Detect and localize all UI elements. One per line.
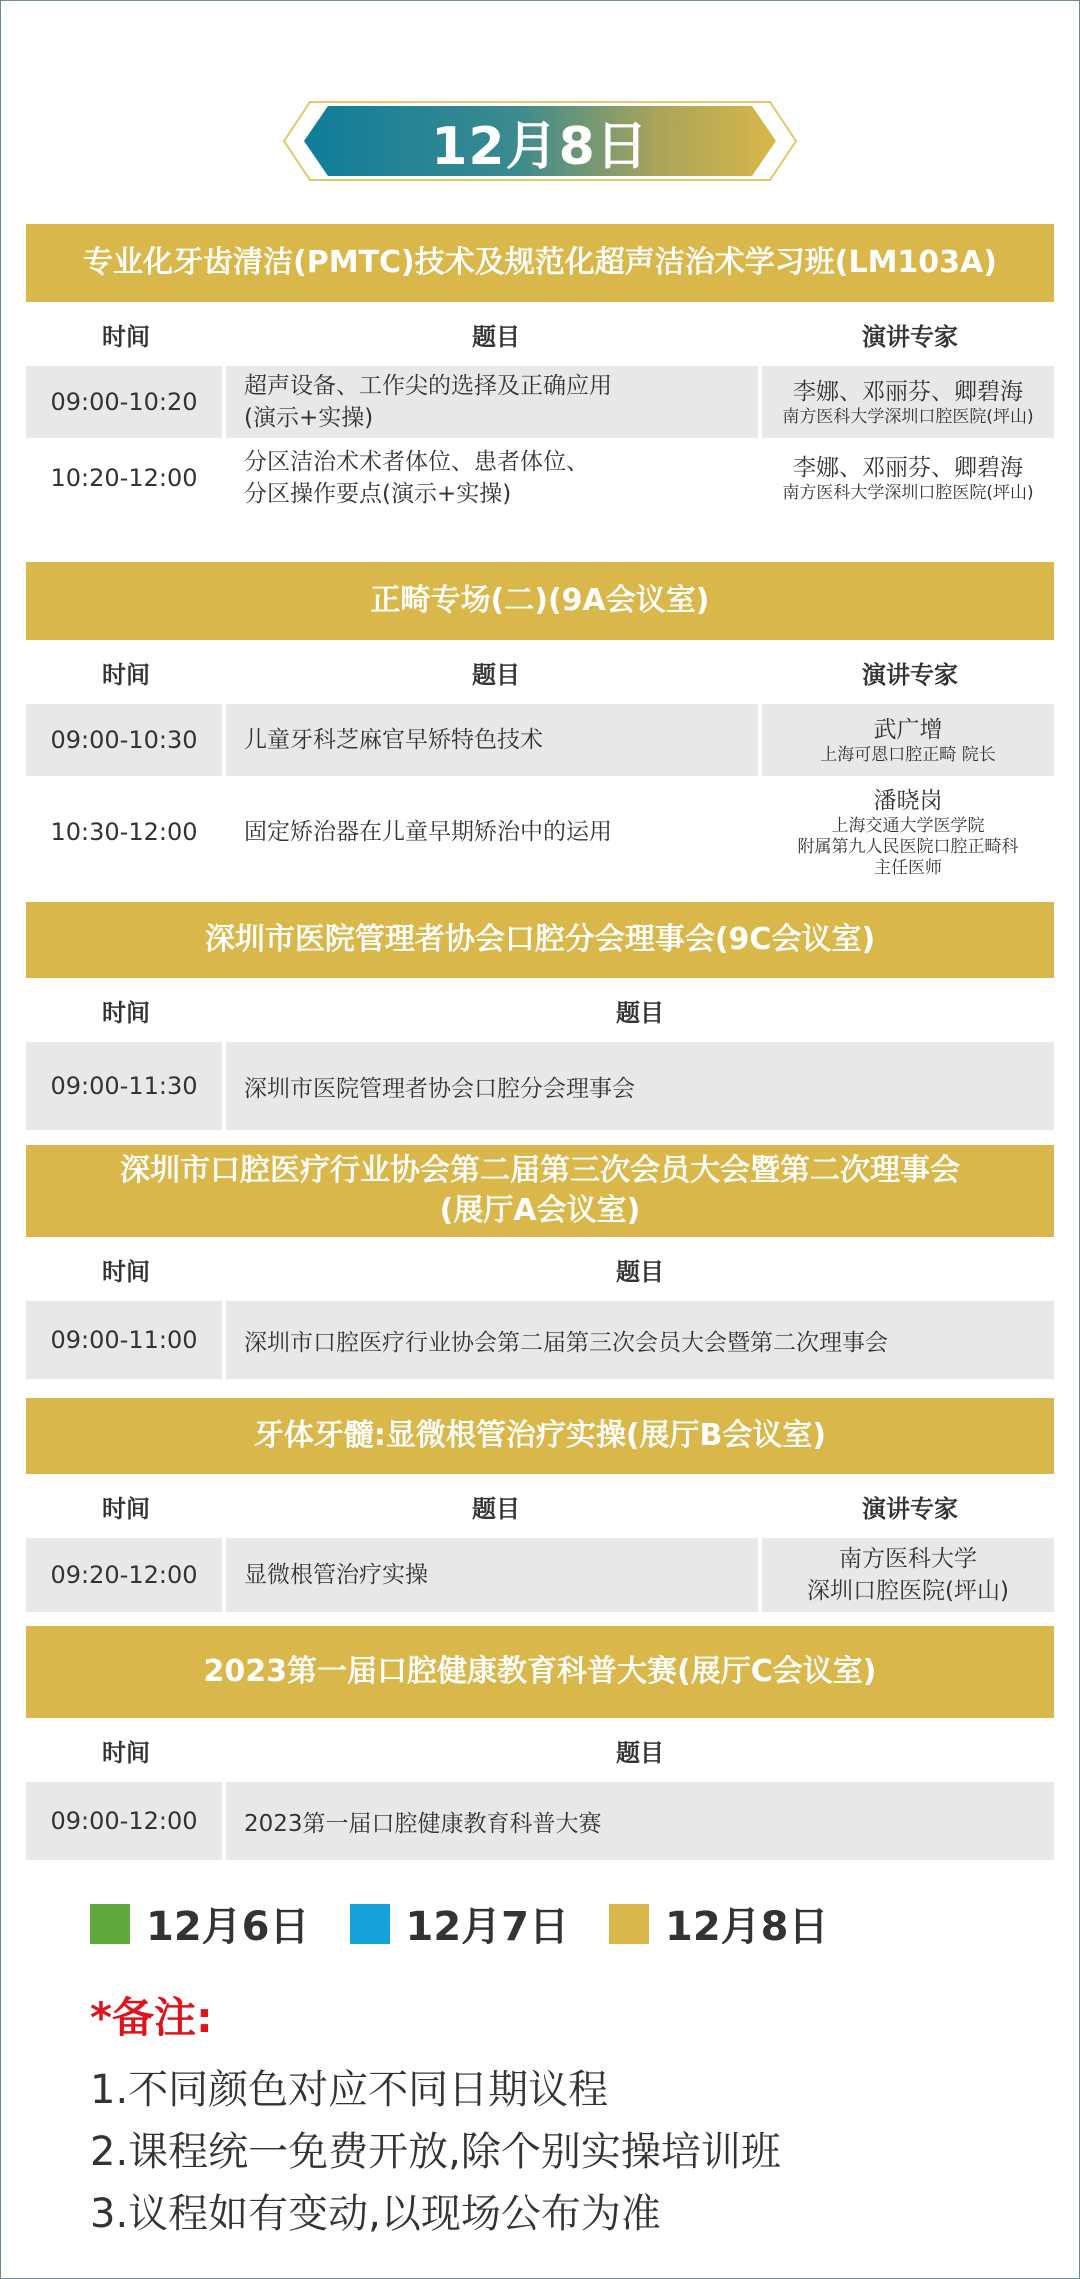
speaker-affiliation: 上海交通大学医学院 — [831, 815, 985, 836]
speaker-name: 武广增 — [873, 716, 943, 743]
header-time: 时间 — [102, 998, 150, 1027]
header-time: 时间 — [102, 1738, 150, 1767]
legend-item-dec8 — [609, 1895, 829, 1952]
row-time: 09:20-12:00 — [26, 1538, 222, 1612]
legend-label: 12月7日 — [405, 1904, 569, 1950]
notes-block — [90, 1985, 781, 2245]
section-title: 2023第一届口腔健康教育科普大赛(展厅C会议室) — [26, 1626, 1054, 1718]
notes-title: *备注: — [90, 1993, 213, 2042]
table-row — [26, 780, 1054, 884]
section-title-line: 深圳市口腔医疗行业协会第二届第三次会员大会暨第二次理事会 — [120, 1153, 960, 1188]
section-title — [26, 1145, 1054, 1237]
row-speaker — [762, 442, 1054, 514]
row-time: 09:00-10:30 — [26, 704, 222, 776]
table-header — [26, 1718, 1054, 1782]
gold-swatch — [609, 1904, 649, 1944]
note-item: 1.不同颜色对应不同日期议程 — [90, 2067, 609, 2113]
row-topic: 固定矫治器在儿童早期矫治中的运用 — [226, 780, 758, 884]
row-speaker — [762, 366, 1054, 438]
table-row — [26, 366, 1054, 438]
header-topic: 题目 — [472, 660, 520, 689]
table-header — [26, 640, 1054, 704]
topic-line: 超声设备、工作尖的选择及正确应用 — [244, 373, 612, 399]
row-speaker — [762, 780, 1054, 884]
header-topic: 题目 — [472, 322, 520, 351]
row-time: 10:20-12:00 — [26, 442, 222, 514]
table-row — [26, 1782, 1054, 1860]
table-row — [26, 1301, 1054, 1379]
date-banner — [282, 96, 798, 186]
section-endodontics — [26, 1398, 1054, 1616]
section-health-education-contest — [26, 1626, 1054, 1864]
topic-line: (演示+实操) — [244, 405, 374, 431]
header-topic: 题目 — [616, 998, 664, 1027]
note-item: 3.议程如有变动,以现场公布为准 — [90, 2191, 661, 2237]
speaker-affiliation: 附属第九人民医院口腔正畸科 — [797, 836, 1019, 857]
speaker-affiliation: 南方医科大学深圳口腔医院(坪山) — [782, 482, 1034, 503]
speaker-affiliation: 上海可恩口腔正畸 院长 — [820, 744, 996, 765]
row-time: 09:00-11:30 — [26, 1042, 222, 1130]
header-speaker: 演讲专家 — [862, 660, 958, 689]
table-row — [26, 1042, 1054, 1130]
row-time: 09:00-10:20 — [26, 366, 222, 438]
topic-line: 分区洁治术术者体位、患者体位、 — [244, 449, 589, 475]
row-topic — [226, 366, 758, 438]
legend-label: 12月8日 — [665, 1904, 829, 1950]
topic-line: 分区操作要点(演示+实操) — [244, 481, 512, 507]
legend-item-dec6 — [90, 1895, 310, 1952]
row-time: 09:00-12:00 — [26, 1782, 222, 1860]
speaker-affiliation: 南方医科大学深圳口腔医院(坪山) — [782, 406, 1034, 427]
header-topic: 题目 — [616, 1738, 664, 1767]
table-row — [26, 704, 1054, 776]
speaker-name: 李娜、邓丽芬、卿碧海 — [793, 454, 1023, 481]
section-orthodontics — [26, 562, 1054, 888]
speaker-name: 李娜、邓丽芬、卿碧海 — [793, 378, 1023, 405]
header-speaker: 演讲专家 — [862, 1494, 958, 1523]
section-hospital-managers — [26, 902, 1054, 1134]
header-time: 时间 — [102, 1257, 150, 1286]
legend-item-dec7 — [350, 1895, 570, 1952]
row-time: 09:00-11:00 — [26, 1301, 222, 1379]
legend-label: 12月6日 — [146, 1904, 310, 1950]
table-header — [26, 978, 1054, 1042]
header-topic: 题目 — [616, 1257, 664, 1286]
table-header — [26, 302, 1054, 366]
date-color-legend — [90, 1895, 869, 1952]
header-time: 时间 — [102, 322, 150, 351]
section-title: 深圳市医院管理者协会口腔分会理事会(9C会议室) — [26, 902, 1054, 978]
note-item: 2.课程统一免费开放,除个别实操培训班 — [90, 2129, 781, 2175]
row-topic: 儿童牙科芝麻官早矫特色技术 — [226, 704, 758, 776]
table-row — [26, 442, 1054, 514]
section-title-line: (展厅A会议室) — [439, 1193, 641, 1228]
speaker-name: 南方医科大学 — [839, 1546, 977, 1572]
table-header — [26, 1237, 1054, 1301]
section-pmtc — [26, 224, 1054, 518]
blue-swatch — [350, 1904, 390, 1944]
row-topic: 2023第一届口腔健康教育科普大赛 — [226, 1782, 1054, 1860]
table-row — [26, 1538, 1054, 1612]
section-title: 牙体牙髓:显微根管治疗实操(展厅B会议室) — [26, 1398, 1054, 1474]
row-time: 10:30-12:00 — [26, 780, 222, 884]
header-time: 时间 — [102, 660, 150, 689]
section-dental-association — [26, 1145, 1054, 1383]
row-speaker — [762, 1538, 1054, 1612]
row-topic: 显微根管治疗实操 — [226, 1538, 758, 1612]
header-topic: 题目 — [472, 1494, 520, 1523]
section-title: 专业化牙齿清洁(PMTC)技术及规范化超声洁治术学习班(LM103A) — [26, 224, 1054, 302]
row-topic: 深圳市医院管理者协会口腔分会理事会 — [226, 1042, 1054, 1130]
green-swatch — [90, 1904, 130, 1944]
row-topic — [226, 442, 758, 514]
section-title: 正畸专场(二)(9A会议室) — [26, 562, 1054, 640]
speaker-name: 深圳口腔医院(坪山) — [807, 1578, 1009, 1604]
table-header — [26, 1474, 1054, 1538]
speaker-name: 潘晓岗 — [873, 787, 943, 814]
row-topic: 深圳市口腔医疗行业协会第二届第三次会员大会暨第二次理事会 — [226, 1301, 1054, 1379]
speaker-affiliation: 主任医师 — [874, 857, 942, 878]
banner-date: 12月8日 — [431, 116, 649, 177]
header-speaker: 演讲专家 — [862, 322, 958, 351]
header-time: 时间 — [102, 1494, 150, 1523]
row-speaker — [762, 704, 1054, 776]
